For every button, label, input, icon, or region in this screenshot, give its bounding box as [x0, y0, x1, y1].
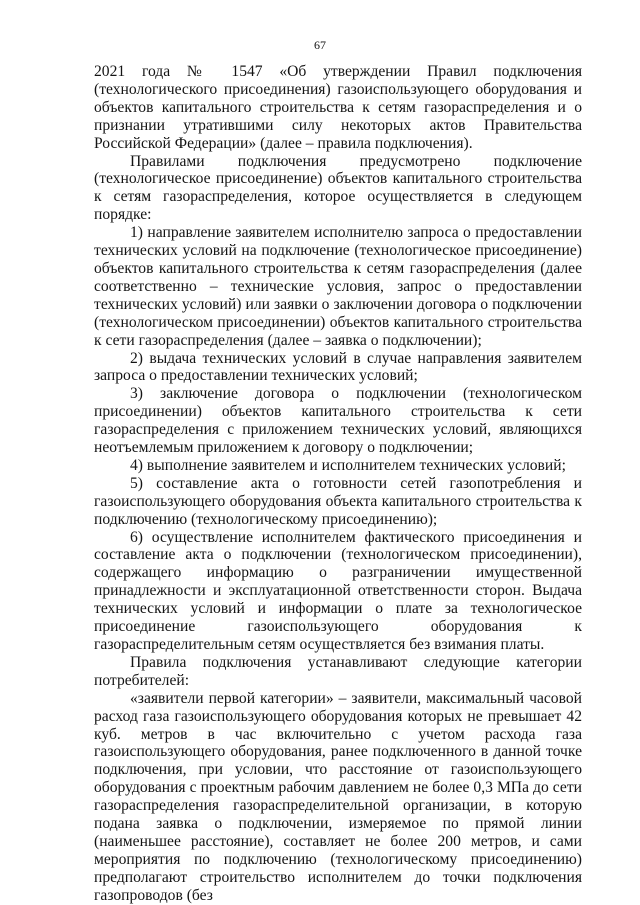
paragraph: 2021 года № 1547 «Об утверждении Правил подключения (технологического присоединения) газоиспользующего оборудования и объектов капитального строительства к сетям газораспределения и о признании утратившими силу некоторых актов Правительства Российской Федерации» (далее – правила подключения).	[94, 63, 582, 152]
paragraph: Правила подключения устанавливают следующие категории потребителей:	[94, 653, 582, 689]
page-number: 67	[314, 38, 326, 52]
list-item: 6) осуществление исполнителем фактического присоединения и составление акта о подключении (технологическом присоединении), содержащего информацию о разграничении имущественной принадлежности и эксплуатационной ответственности сторон. Выдача технических условий и информации о плате за технологическое присоединение газоиспользующего оборудования к газораспределительным сетям осуществляется без взимания платы.	[94, 528, 582, 653]
paragraph: Правилами подключения предусмотрено подключение (технологическое присоединение) объектов капитального строительства к сетям газораспределения, которое осуществляется в следующем порядке:	[94, 152, 582, 224]
list-item: 4) выполнение заявителем и исполнителем технических условий;	[130, 456, 566, 474]
list-item: 2) выдача технических условий в случае направления заявителем запроса о предоставлении технических условий;	[94, 349, 582, 385]
list-item: 3) заключение договора о подключении (технологическом присоединении) объектов капитального строительства к сети газораспределения с приложением технических условий, являющихся неотъемлемым приложением к договору о подключении;	[94, 385, 582, 457]
document-body	[94, 63, 582, 905]
list-item: 5) составление акта о готовности сетей газопотребления и газоиспользующего оборудования объекта капитального строительства к подключению (технологическому присоединению);	[94, 474, 582, 528]
list-item: 1) направление заявителем исполнителю запроса о предоставлении технических условий на подключение (технологическое присоединение) объектов капитального строительства к сетям газораспределения (далее соответственно – технические условия, запрос о предоставлении технических условий) или заявки о заключении договора о подключении (технологическом присоединении) объектов капитального строительства к сети газораспределения (далее – заявка о подключении);	[94, 224, 582, 349]
paragraph: «заявители первой категории» – заявители, максимальный часовой расход газа газоиспользующего оборудования которых не превышает 42 куб. метров в час включительно с учетом расхода газа газоиспользующего оборудования, ранее подключенного в данной точке подключения, при условии, что расстояние от газоиспользующего оборудования с проектным рабочим давлением не более 0,3 МПа до сети газораспределения газораспределительной организации, в которую подана заявка о подключении, измеряемое по прямой линии (наименьшее расстояние), составляет не более 200 метров, и сами мероприятия по подключению (технологическому присоединению) предполагают строительство исполнителем до точки подключения газопроводов (без	[94, 689, 582, 904]
